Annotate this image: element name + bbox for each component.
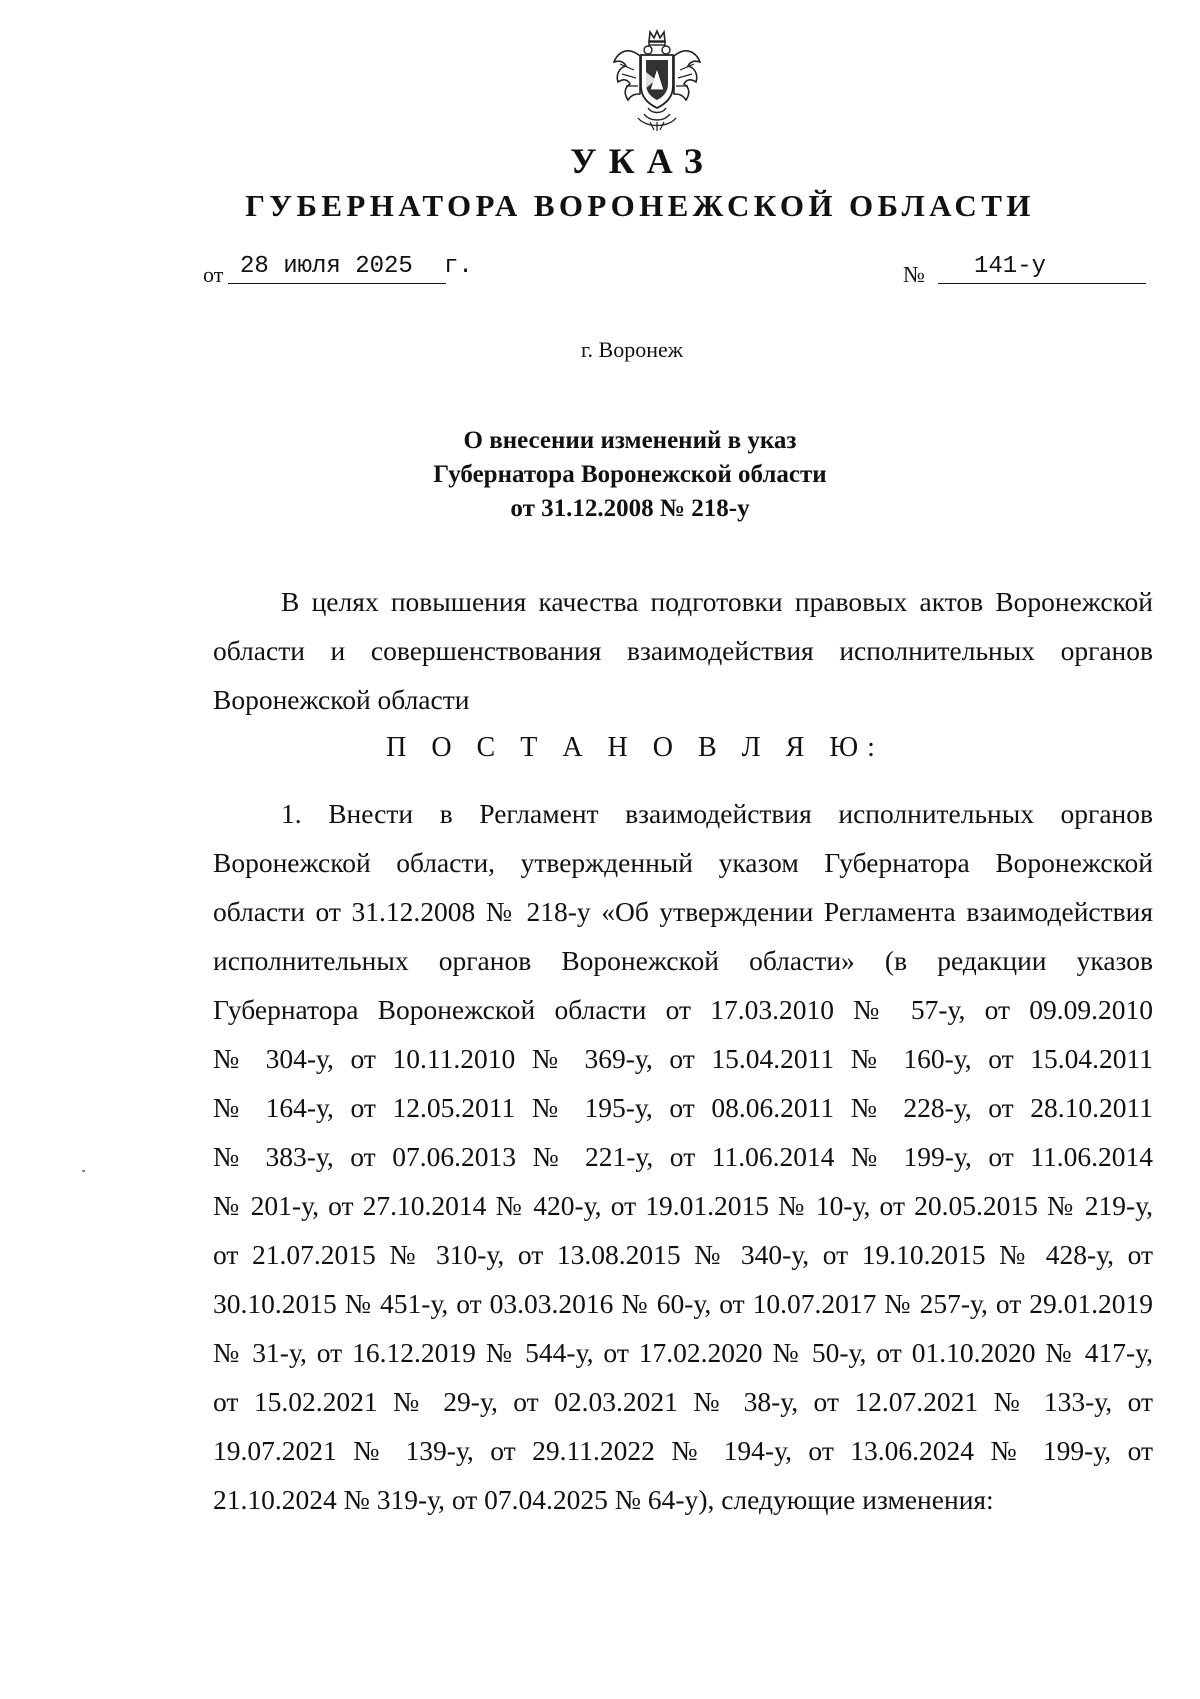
paragraph-line: 30.10.2015 № 451-у, от 03.03.2016 № 60-у, от 10.07.2017 № 257-у, от 29.01.2019 xyxy=(213,1288,1153,1319)
date-suffix: г. xyxy=(444,253,473,280)
paragraph-line: № 383-у, от 07.06.2013 № 221-у, от 11.06.2014 № 199-у, от 11.06.2014 xyxy=(213,1141,1153,1172)
paragraph-line: области и совершенствования взаимодействия исполнительных органов xyxy=(213,635,1153,666)
paragraph-line: Воронежской области xyxy=(213,684,470,715)
decree-word: П О С Т А Н О В Л Я Ю: xyxy=(386,732,884,763)
city-label: г. Воронеж xyxy=(581,337,683,362)
paragraph-line: № 201-у, от 27.10.2014 № 420-у, от 19.01.2015 № 10-у, от 20.05.2015 № 219-у, xyxy=(213,1190,1153,1221)
paragraph-line: 21.10.2024 № 319-у, от 07.04.2025 № 64-у), следующие изменения: xyxy=(213,1484,994,1515)
paragraph-line: области от 31.12.2008 № 218-у «Об утверждении Регламента взаимодействия xyxy=(213,896,1153,927)
paragraph-line: от 15.02.2021 № 29-у, от 02.03.2021 № 38-у, от 12.07.2021 № 133-у, от xyxy=(213,1386,1153,1417)
paragraph-line: от 21.07.2015 № 310-у, от 13.08.2015 № 340-у, от 19.10.2015 № 428-у, от xyxy=(213,1239,1153,1270)
voronezh-coat-of-arms-icon xyxy=(610,28,704,132)
document-date: 28 июля 2025 xyxy=(240,253,413,280)
document-title xyxy=(0,424,1200,526)
document-type-heading: УКАЗ xyxy=(570,141,715,181)
paragraph-line: № 304-у, от 10.11.2010 № 369-у, от 15.04.2011 № 160-у, от 15.04.2011 xyxy=(213,1043,1153,1074)
title-line: Губернатора Воронежской области xyxy=(433,461,827,488)
date-underline xyxy=(228,283,446,284)
title-line: О внесении изменений в указ xyxy=(463,427,797,454)
title-line: от 31.12.2008 № 218-у xyxy=(510,495,750,522)
number-underline xyxy=(938,283,1146,284)
number-prefix: № xyxy=(903,262,925,287)
issuer-heading: ГУБЕРНАТОРА ВОРОНЕЖСКОЙ ОБЛАСТИ xyxy=(245,188,1035,223)
paragraph-line: 19.07.2021 № 139-у, от 29.11.2022 № 194-у, от 13.06.2024 № 199-у, от xyxy=(213,1435,1153,1466)
paragraph-line: 1. Внести в Регламент взаимодействия исполнительных органов xyxy=(281,798,1153,829)
item-1-paragraph xyxy=(213,789,1153,1524)
paragraph-line: исполнительных органов Воронежской области» (в редакции указов xyxy=(213,945,1153,976)
document-number: 141-у xyxy=(974,253,1047,280)
paragraph-line: № 164-у, от 12.05.2011 № 195-у, от 08.06.2011 № 228-у, от 28.10.2011 xyxy=(213,1092,1153,1123)
paragraph-line: Губернатора Воронежской области от 17.03.2010 № 57-у, от 09.09.2010 xyxy=(213,994,1153,1025)
paragraph-line: В целях повышения качества подготовки правовых актов Воронежской xyxy=(281,586,1153,617)
date-prefix: от xyxy=(203,262,224,287)
paragraph-line: Воронежской области, утвержденный указом Губернатора Воронежской xyxy=(213,847,1153,878)
scan-speck xyxy=(82,1170,85,1172)
preamble-paragraph xyxy=(213,577,1153,724)
paragraph-line: № 31-у, от 16.12.2019 № 544-у, от 17.02.2020 № 50-у, от 01.10.2020 № 417-у, xyxy=(213,1337,1153,1368)
